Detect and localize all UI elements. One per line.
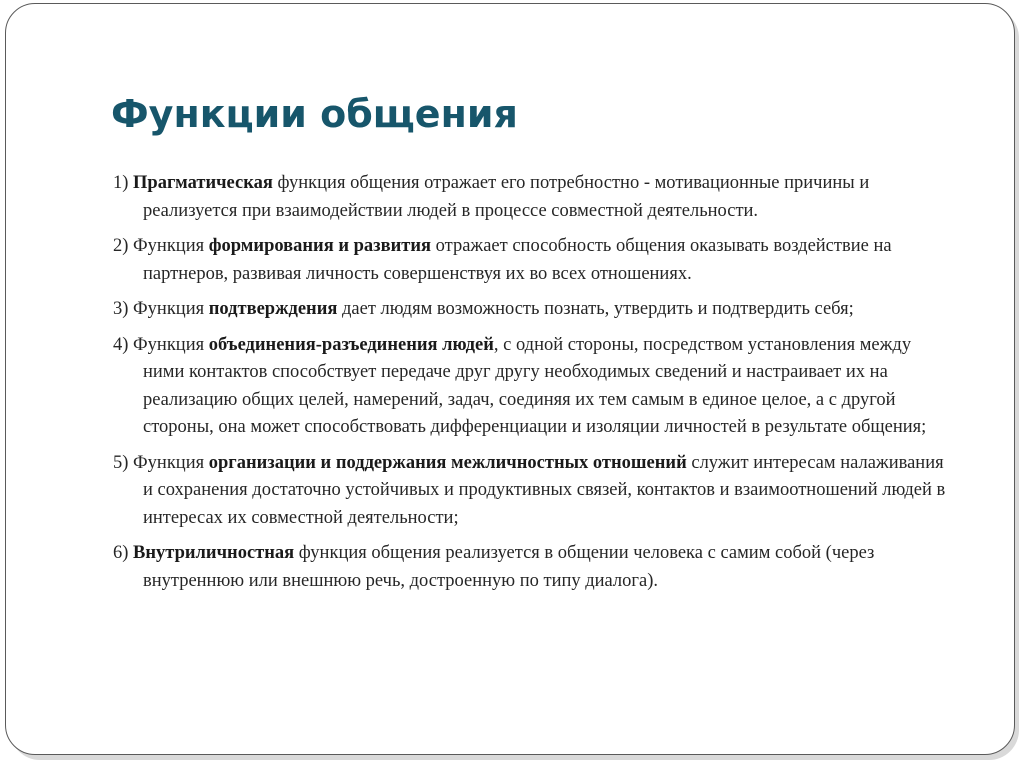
item-text: , с одной стороны, посредством установления между ними контактов способствует передаче друг другу необходимых сведений и настраивает их на реализацию общих целей, намерений, задач, соединяя их тем самым в единое целое, а с другой стороны, она может способствовать дифференциации и изоляции личностей в результате общения; [143,334,927,437]
item-lead: Функция [133,236,205,256]
item-number: 6) [113,543,129,563]
item-term: Внутриличностная [133,543,295,563]
item-term: объединения-разъединения людей [208,334,494,355]
item-lead: Функция [133,334,205,355]
item-text: функция общения реализуется в общении человека с самим собой (через внутреннюю или внешнюю речь, достроенную по типу диалога). [143,543,875,591]
item-term: подтверждения [208,299,338,319]
item-number: 3) [113,299,129,319]
list-item-formation [113,233,948,288]
item-term: Прагматическая [133,173,273,193]
item-number: 1) [113,173,129,193]
item-text: отражает способность общения оказывать воздействие на партнеров, развивая личность совершенствуя их во всех отношениях. [143,236,892,284]
list-item-pragmatic [113,170,948,225]
item-number: 4) [113,334,129,355]
list-item-organization [113,450,948,533]
list-item-intrapersonal [113,540,948,595]
item-lead: Функция [133,299,205,319]
item-text: дает людям возможность познать, утвердить и подтвердить себя; [342,299,854,319]
list-item-union [113,332,948,442]
item-text: служит интересам налаживания и сохранения достаточно устойчивых и продуктивных связей, контактов и взаимоотношений людей в интересах их совместной деятельности; [143,452,946,528]
item-term: организации и поддержания межличностных отношений [208,452,687,473]
slide-title: Функции общения [111,92,518,136]
item-lead: Функция [133,452,205,473]
function-list [113,170,948,603]
item-text: функция общения отражает его потребностно - мотивационные причины и реализуется при взаимодействии людей в процессе совместной деятельности. [143,173,870,221]
list-item-confirmation [113,296,948,324]
item-number: 2) [113,236,129,256]
item-number: 5) [113,452,129,473]
item-term: формирования и развития [208,236,432,256]
